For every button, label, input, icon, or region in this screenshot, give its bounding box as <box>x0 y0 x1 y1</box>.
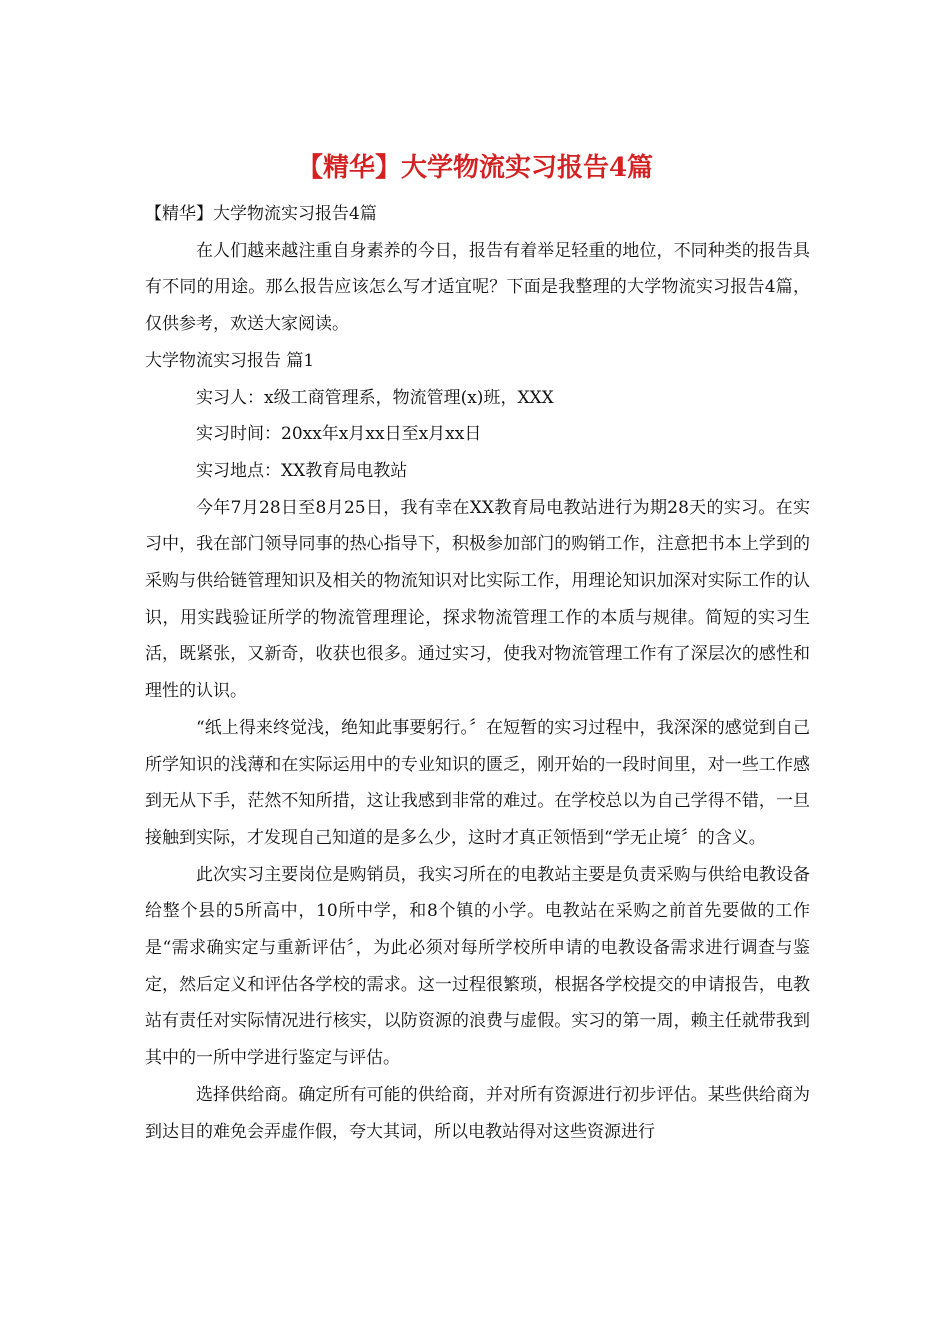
page-title: 【精华】大学物流实习报告4篇 <box>296 153 654 183</box>
paragraph: 今年7月28日至8月25日，我有幸在XX教育局电教站进行为期28天的实习。在实习中，我在部门领导同事的热心指导下，积极参加部门的购销工作，注意把书本上学到的采购与供给链管理知识及相关的物流知识对比实际工作，用理论知识加深对实际工作的认识，用实践验证所学的物流管理理论，探求物流管理工作的本质与规律。简短的实习生活，既紧张，又新奇，收获也很多。通过实习，使我对物流管理工作有了深层次的感性和理性的认识。 <box>145 497 810 702</box>
paragraph-intro: 在人们越来越注重自身素养的今日，报告有着举足轻重的地位，不同种类的报告具有不同的用途。那么报告应该怎么写才适宜呢？下面是我整理的大学物流实习报告4篇，仅供参考，欢送大家阅读。 <box>145 240 810 335</box>
paragraph: “纸上得来终觉浅，绝知此事要躬行。〞在短暂的实习过程中，我深深的感觉到自己所学知识的浅薄和在实际运用中的专业知识的匮乏，刚开始的一段时间里，对一些工作感到无从下手，茫然不知所措，这让我感到非常的难过。在学校总以为自己学得不错，一旦接触到实际，才发现自己知道的是多么少，这时才真正领悟到“学无止境〞的含义。 <box>145 717 810 848</box>
paragraph-time: 实习时间：20xx年x月xx日至x月xx日 <box>196 424 482 445</box>
paragraph-intern: 实习人：x级工商管理系，物流管理(x)班，XXX <box>196 387 554 408</box>
document-body <box>145 196 810 1150</box>
section-heading: 大学物流实习报告 篇1 <box>145 350 315 371</box>
paragraph-location: 实习地点：XX教育局电教站 <box>196 460 408 481</box>
document-subtitle: 【精华】大学物流实习报告4篇 <box>145 204 377 224</box>
paragraph: 此次实习主要岗位是购销员，我实习所在的电教站主要是负责采购与供给电教设备给整个县的5所高中，10所中学，和8个镇的小学。电教站在采购之前首先要做的工作是“需求确实定与重新评估〞，为此必须对每所学校所申请的电教设备需求进行调查与鉴定，然后定义和评估各学校的需求。这一过程很繁琐，根据各学校提交的申请报告，电教站有责任对实际情况进行核实，以防资源的浪费与虚假。实习的第一周，赖主任就带我到其中的一所中学进行鉴定与评估。 <box>145 864 810 1069</box>
paragraph: 选择供给商。确定所有可能的供给商，并对所有资源进行初步评估。某些供给商为到达目的难免会弄虚作假，夸大其词，所以电教站得对这些资源进行 <box>145 1084 810 1142</box>
